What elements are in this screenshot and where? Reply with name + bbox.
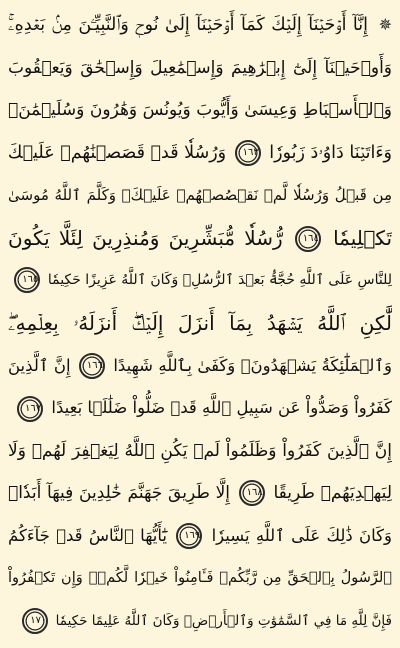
ayah-end-marker: ١٧٠ [22,608,48,634]
ayah-end-marker: ١٦٨ [239,480,265,506]
verse-line-11 [8,430,392,472]
verse-lines [8,4,392,642]
line-text: إِنَّآ أَوۡحَيۡنَآ إِلَيۡكَ كَمَآ أَوۡحَيۡنَآ إِلَىٰ نُوحٖ وَٱلنَّبِيِّـۧنَ مِنۢ بَعۡدِهِۦۚ [8,15,368,35]
verse-line-12 [8,472,392,514]
line-text: لِلنَّاسِ عَلَى ٱللَّهِ حُجَّةُۢ بَعۡدَ ٱلرُّسُلِۚ وَكَانَ ٱللَّهُ عَزِيزًا حَكِيمٗا [47,272,392,289]
line-text: وَكَانَ ذَٰلِكَ عَلَى ٱللَّهِ يَسِيرٗا [211,525,392,545]
line-text-after: إِنَّ ٱلَّذِينَ [8,355,71,375]
line-text: فَإِنَّ لِلَّهِ مَا فِي ٱلسَّمَٰوَٰتِ وَٱلۡأَرۡضِۚ وَكَانَ ٱللَّهُ عَلِيمًا حَكِيمٗا [55,612,392,629]
line-text-after: رُّسُلٗا مُّبَشِّرِينَ وَمُنذِرِينَ لِئَلَّا يَكُونَ [8,225,283,250]
ayah-end-marker: ١٦٣ [235,140,261,166]
line-text-after: إِلَّا طَرِيقَ جَهَنَّمَ خَٰلِدِينَ فِيهَآ أَبَدٗاۚ [8,483,231,504]
ayah-end-marker: ١٦٩ [176,523,202,549]
line-text: مِن قَبۡلُ وَرُسُلٗا لَّمۡ نَقۡصُصۡهُمۡ عَلَيۡكَۚ وَكَلَّمَ ٱللَّهُ مُوسَىٰ [8,186,392,205]
line-text: ٱلرَّسُولُ بِٱلۡحَقِّ مِن رَّبِّكُمۡ فَـَٔامِنُواْ خَيۡرٗا لَّكُمۡۚ وَإِن تَكۡفُرُواْ [8,570,392,587]
line-text: وَٱلۡأَسۡبَاطِ وَعِيسَىٰ وَأَيُّوبَ وَيُونُسَ وَهَٰرُونَ وَسُلَيۡمَٰنَۚ [8,100,392,121]
verse-line-4 [8,132,392,174]
verse-line-2 [8,47,392,89]
line-text-after: وَرُسُلٗا قَدۡ قَصَصۡنَٰهُمۡ عَلَيۡكَ [8,142,227,163]
line-text: لَّٰكِنِ ٱللَّهُ يَشۡهَدُ بِمَآ أَنزَلَ إِلَيۡكَۖ أَنزَلَهُۥ بِعِلۡمِهِۦۖ [8,310,392,335]
verse-line-7 [8,259,392,301]
verse-line-15 [8,600,392,642]
ayah-end-marker: ١٦٦ [79,353,105,379]
line-text: إِنَّ ٱلَّذِينَ كَفَرُواْ وَظَلَمُواْ لَمۡ يَكُنِ ٱللَّهُ لِيَغۡفِرَ لَهُمۡ وَلَا [8,440,392,461]
line-text: وَٱلۡمَلَٰٓئِكَةُ يَشۡهَدُونَۚ وَكَفَىٰ بِٱللَّهِ شَهِيدًا [113,355,392,375]
verse-line-10 [8,387,392,429]
verse-line-13 [8,515,392,557]
verse-line-5 [8,174,392,216]
eight-point-star-icon: ✵ [378,15,392,34]
line-text: تَكۡلِيمٗا [333,225,392,250]
line-text: وَءَاتَيۡنَا دَاوُۥدَ زَبُورٗا [269,142,392,163]
ayah-end-marker: ١٦٧ [17,396,43,422]
verse-line-9 [8,345,392,387]
ayah-end-marker: ١٦٤ [295,226,321,252]
verse-line-3 [8,89,392,131]
line-text: كَفَرُواْ وَصَدُّواْ عَن سَبِيلِ ٱللَّهِ قَدۡ ضَلُّواْ ضَلَٰلَۢا بَعِيدًا [51,398,392,418]
line-text-after: يَٰٓأَيُّهَا ٱلنَّاسُ قَدۡ جَآءَكُمُ [8,525,168,545]
verse-line-1 [8,4,392,46]
verse-line-8 [8,302,392,344]
verse-line-14 [8,557,392,599]
line-text: لِيَهۡدِيَهُمۡ طَرِيقًا [273,483,392,504]
ayah-end-marker: ١٦٥ [14,267,40,293]
verse-line-6 [8,217,392,259]
line-text: وَأَوۡحَيۡنَآ إِلَىٰٓ إِبۡرَٰهِيمَ وَإِسۡمَٰعِيلَ وَإِسۡحَٰقَ وَيَعۡقُوبَ [8,57,392,78]
